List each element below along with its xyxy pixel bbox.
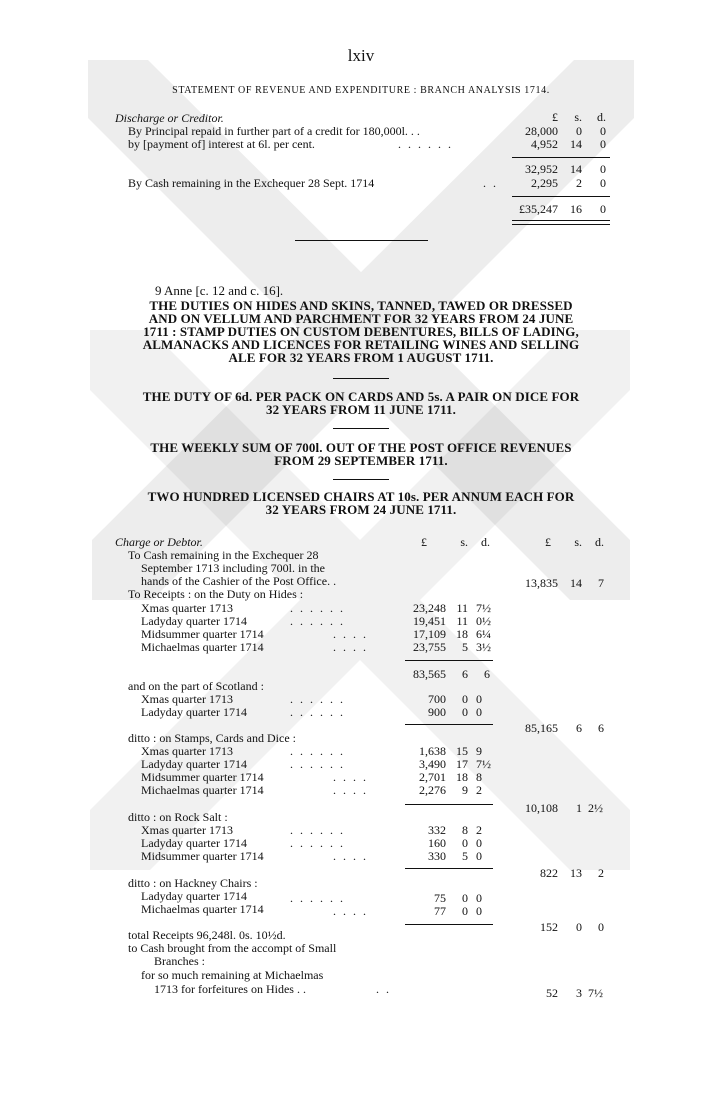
leader-dots: . . . . . . bbox=[290, 692, 345, 706]
row-label: Michaelmas quarter 1714 bbox=[141, 640, 264, 654]
act-heading-line: THE WEEKLY SUM OF 700l. OUT OF THE POST OFFICE REVENUES bbox=[150, 440, 572, 455]
discharge-line-principal: By Principal repaid in further part of a credit for 180,000l. . . bbox=[128, 124, 420, 138]
discharge-line-cash: By Cash remaining in the Exchequer 28 Sept. 1714 bbox=[128, 176, 375, 190]
col-shillings: s. bbox=[460, 535, 468, 549]
amount-shillings: 11 bbox=[456, 601, 468, 615]
sum-rule bbox=[512, 196, 610, 197]
row-label: Michaelmas quarter 1714 bbox=[141, 783, 264, 797]
amount-pence: 6¼ bbox=[476, 627, 491, 641]
cash-line: hands of the Cashier of the Post Office. . bbox=[141, 574, 337, 588]
row-label: Xmas quarter 1713 bbox=[141, 823, 233, 837]
amount-shillings: 0 bbox=[462, 891, 468, 905]
leader-dots: . . bbox=[376, 982, 391, 996]
amount-pence: 7½ bbox=[476, 757, 491, 771]
amount-shillings: 3 bbox=[576, 986, 582, 1000]
amount-pence: 3½ bbox=[476, 640, 491, 654]
act-heading-line: THE DUTIES ON HIDES AND SKINS, TANNED, TAWED OR DRESSED bbox=[149, 298, 573, 313]
section-divider bbox=[295, 240, 428, 241]
leader-dots: . . . . bbox=[333, 783, 368, 797]
leader-dots: . . . . . . bbox=[290, 601, 345, 615]
subtotal-shillings: 14 bbox=[570, 162, 582, 176]
leader-dots: . . . . bbox=[333, 849, 368, 863]
total-pounds: £35,247 bbox=[519, 202, 558, 216]
group-heading-scotland: and on the part of Scotland : bbox=[128, 679, 264, 693]
amount-shillings: 17 bbox=[456, 757, 468, 771]
amount-pence: 0½ bbox=[476, 614, 491, 628]
leader-dots: . . . . bbox=[333, 904, 368, 918]
amount-pounds: 2,276 bbox=[419, 783, 446, 797]
discharge-heading: Discharge or Creditor. bbox=[115, 111, 224, 125]
subtotal-pence: 6 bbox=[484, 667, 490, 681]
total-pence: 6 bbox=[598, 721, 604, 735]
total-pence: 0 bbox=[598, 920, 604, 934]
amount-pounds: 2,295 bbox=[531, 176, 558, 190]
amount-shillings: 0 bbox=[462, 705, 468, 719]
act-heading-line: FROM 29 SEPTEMBER 1711. bbox=[274, 453, 448, 468]
amount-shillings: 18 bbox=[456, 770, 468, 784]
act-heading-line: ALE FOR 32 YEARS FROM 1 AUGUST 1711. bbox=[228, 350, 494, 365]
amount-pounds: 3,490 bbox=[419, 757, 446, 771]
amount-pence: 0 bbox=[476, 836, 482, 850]
sum-rule bbox=[405, 724, 493, 725]
row-label: Xmas quarter 1713 bbox=[141, 744, 233, 758]
leader-dots: . . . . bbox=[333, 770, 368, 784]
col-pence: d. bbox=[597, 110, 606, 124]
subtotal-shillings: 6 bbox=[462, 667, 468, 681]
amount-pence: 7½ bbox=[588, 986, 603, 1000]
amount-pounds: 75 bbox=[434, 891, 446, 905]
subtotal-pounds: 83,565 bbox=[413, 667, 446, 681]
running-head: STATEMENT OF REVENUE AND EXPENDITURE : BRANCH ANALYSIS 1714. bbox=[172, 85, 550, 96]
act-heading-line: 32 YEARS FROM 11 JUNE 1711. bbox=[265, 402, 456, 417]
amount-pence: 0 bbox=[476, 891, 482, 905]
total-pence: 0 bbox=[600, 202, 606, 216]
col-pounds: £ bbox=[545, 535, 551, 549]
group-heading-hides: To Receipts : on the Duty on Hides : bbox=[128, 587, 304, 601]
amount-pounds: 23,755 bbox=[413, 640, 446, 654]
leader-dots: . . . . . . bbox=[290, 823, 345, 837]
amount-shillings: 2 bbox=[576, 176, 582, 190]
amount-shillings: 8 bbox=[462, 823, 468, 837]
total-shillings: 13 bbox=[570, 866, 582, 880]
heading-rule bbox=[333, 378, 389, 379]
amount-shillings: 14 bbox=[570, 576, 582, 590]
sum-rule bbox=[512, 157, 610, 158]
total-pence: 2 bbox=[598, 866, 604, 880]
amount-shillings: 5 bbox=[462, 849, 468, 863]
col-pounds: £ bbox=[421, 535, 427, 549]
amount-pounds: 700 bbox=[428, 692, 446, 706]
forfeit-line: 1713 for forfeitures on Hides . . bbox=[154, 982, 306, 996]
row-label: Ladyday quarter 1714 bbox=[141, 614, 247, 628]
forfeit-line: for so much remaining at Michaelmas bbox=[141, 968, 324, 982]
leader-dots: . . . . bbox=[333, 640, 368, 654]
amount-pence: 0 bbox=[476, 849, 482, 863]
amount-pence: 8 bbox=[476, 770, 482, 784]
amount-pounds: 13,835 bbox=[525, 576, 558, 590]
amount-pounds: 19,451 bbox=[413, 614, 446, 628]
group-heading-chairs: ditto : on Hackney Chairs : bbox=[128, 876, 258, 890]
amount-pounds: 23,248 bbox=[413, 601, 446, 615]
sum-rule bbox=[405, 924, 493, 925]
amount-pounds: 77 bbox=[434, 904, 446, 918]
row-label: Midsummer quarter 1714 bbox=[141, 849, 264, 863]
leader-dots: . . . . . . bbox=[290, 705, 345, 719]
leader-dots: . . . . . . bbox=[290, 891, 345, 905]
total-shillings: 1 bbox=[576, 801, 582, 815]
col-shillings: s. bbox=[574, 110, 582, 124]
amount-shillings: 15 bbox=[456, 744, 468, 758]
amount-pounds: 332 bbox=[428, 823, 446, 837]
double-rule bbox=[512, 220, 610, 225]
group-heading-stamps: ditto : on Stamps, Cards and Dice : bbox=[128, 731, 296, 745]
amount-shillings: 5 bbox=[462, 640, 468, 654]
small-branches-line: to Cash brought from the accompt of Small bbox=[128, 941, 337, 955]
amount-pounds: 4,952 bbox=[531, 137, 558, 151]
leader-dots: . . . . . . bbox=[290, 836, 345, 850]
col-pounds: £ bbox=[552, 110, 558, 124]
col-pence: d. bbox=[595, 535, 604, 549]
heading-rule bbox=[333, 479, 389, 480]
row-label: Ladyday quarter 1714 bbox=[141, 889, 247, 903]
total-pounds: 10,108 bbox=[525, 801, 558, 815]
row-label: Michaelmas quarter 1714 bbox=[141, 902, 264, 916]
total-pounds: 85,165 bbox=[525, 721, 558, 735]
row-label: Xmas quarter 1713 bbox=[141, 692, 233, 706]
amount-shillings: 14 bbox=[570, 137, 582, 151]
small-branches-line: Branches : bbox=[154, 954, 205, 968]
act-citation: 9 Anne [c. 12 and c. 16]. bbox=[155, 283, 284, 298]
amount-pounds: 17,109 bbox=[413, 627, 446, 641]
amount-pence: 0 bbox=[600, 137, 606, 151]
subtotal-pounds: 32,952 bbox=[525, 162, 558, 176]
total-pounds: 152 bbox=[540, 920, 558, 934]
amount-pence: 0 bbox=[600, 176, 606, 190]
heading-rule bbox=[333, 428, 389, 429]
discharge-line-interest: by [payment of] interest at 6l. per cent. bbox=[128, 137, 315, 151]
row-label: Ladyday quarter 1714 bbox=[141, 757, 247, 771]
col-shillings: s. bbox=[574, 535, 582, 549]
amount-pence: 2 bbox=[476, 783, 482, 797]
leader-dots: . . bbox=[483, 176, 498, 190]
sum-rule bbox=[405, 660, 493, 661]
act-heading-line: AND ON VELLUM AND PARCHMENT FOR 32 YEARS FROM 24 JUNE bbox=[148, 311, 574, 326]
amount-pence: 7 bbox=[598, 576, 604, 590]
leader-dots: . . . . . . bbox=[398, 137, 453, 151]
cash-line: To Cash remaining in the Exchequer 28 bbox=[128, 548, 319, 562]
total-shillings: 6 bbox=[576, 721, 582, 735]
row-label: Ladyday quarter 1714 bbox=[141, 705, 247, 719]
row-label: Midsummer quarter 1714 bbox=[141, 627, 264, 641]
row-label: Midsummer quarter 1714 bbox=[141, 770, 264, 784]
act-heading-line: ALMANACKS AND LICENCES FOR RETAILING WINES AND SELLING bbox=[142, 337, 580, 352]
total-shillings: 16 bbox=[570, 202, 582, 216]
total-receipts: total Receipts 96,248l. 0s. 10½d. bbox=[128, 928, 286, 942]
group-heading-salt: ditto : on Rock Salt : bbox=[128, 810, 228, 824]
amount-pounds: 160 bbox=[428, 836, 446, 850]
act-heading-line: 32 YEARS FROM 24 JUNE 1711. bbox=[265, 502, 457, 517]
total-shillings: 0 bbox=[576, 920, 582, 934]
amount-pounds: 1,638 bbox=[419, 744, 446, 758]
amount-shillings: 11 bbox=[456, 614, 468, 628]
sum-rule bbox=[405, 868, 493, 869]
amount-pounds: 52 bbox=[546, 986, 558, 1000]
amount-shillings: 0 bbox=[462, 904, 468, 918]
amount-shillings: 0 bbox=[462, 692, 468, 706]
leader-dots: . . . . . . bbox=[290, 757, 345, 771]
row-label: Ladyday quarter 1714 bbox=[141, 836, 247, 850]
amount-shillings: 0 bbox=[576, 124, 582, 138]
page-number: lxiv bbox=[347, 46, 375, 65]
amount-shillings: 0 bbox=[462, 836, 468, 850]
act-heading-line: 1711 : STAMP DUTIES ON CUSTOM DEBENTURES, BILLS OF LADING, bbox=[143, 324, 579, 339]
amount-pence: 0 bbox=[476, 705, 482, 719]
row-label: Xmas quarter 1713 bbox=[141, 601, 233, 615]
col-pence: d. bbox=[481, 535, 490, 549]
leader-dots: . . . . . . bbox=[290, 614, 345, 628]
leader-dots: . . . . . . bbox=[290, 744, 345, 758]
amount-pence: 2 bbox=[476, 823, 482, 837]
act-heading-line: TWO HUNDRED LICENSED CHAIRS AT 10s. PER ANNUM EACH FOR bbox=[147, 489, 575, 504]
charge-heading: Charge or Debtor. bbox=[115, 535, 203, 549]
amount-pounds: 2,701 bbox=[419, 770, 446, 784]
amount-pence: 0 bbox=[600, 124, 606, 138]
sum-rule bbox=[405, 804, 493, 805]
leader-dots: . . . . bbox=[333, 627, 368, 641]
cash-line: September 1713 including 700l. in the bbox=[141, 561, 325, 575]
amount-pence: 0 bbox=[476, 904, 482, 918]
total-pounds: 822 bbox=[540, 866, 558, 880]
amount-pence: 0 bbox=[476, 692, 482, 706]
amount-pence: 7½ bbox=[476, 601, 491, 615]
amount-shillings: 9 bbox=[462, 783, 468, 797]
act-heading-line: THE DUTY OF 6d. PER PACK ON CARDS AND 5s. A PAIR ON DICE FOR bbox=[142, 389, 580, 404]
amount-pounds: 28,000 bbox=[525, 124, 558, 138]
amount-pounds: 330 bbox=[428, 849, 446, 863]
amount-shillings: 18 bbox=[456, 627, 468, 641]
subtotal-pence: 0 bbox=[600, 162, 606, 176]
total-pence: 2½ bbox=[588, 801, 603, 815]
amount-pence: 9 bbox=[476, 744, 482, 758]
amount-pounds: 900 bbox=[428, 705, 446, 719]
